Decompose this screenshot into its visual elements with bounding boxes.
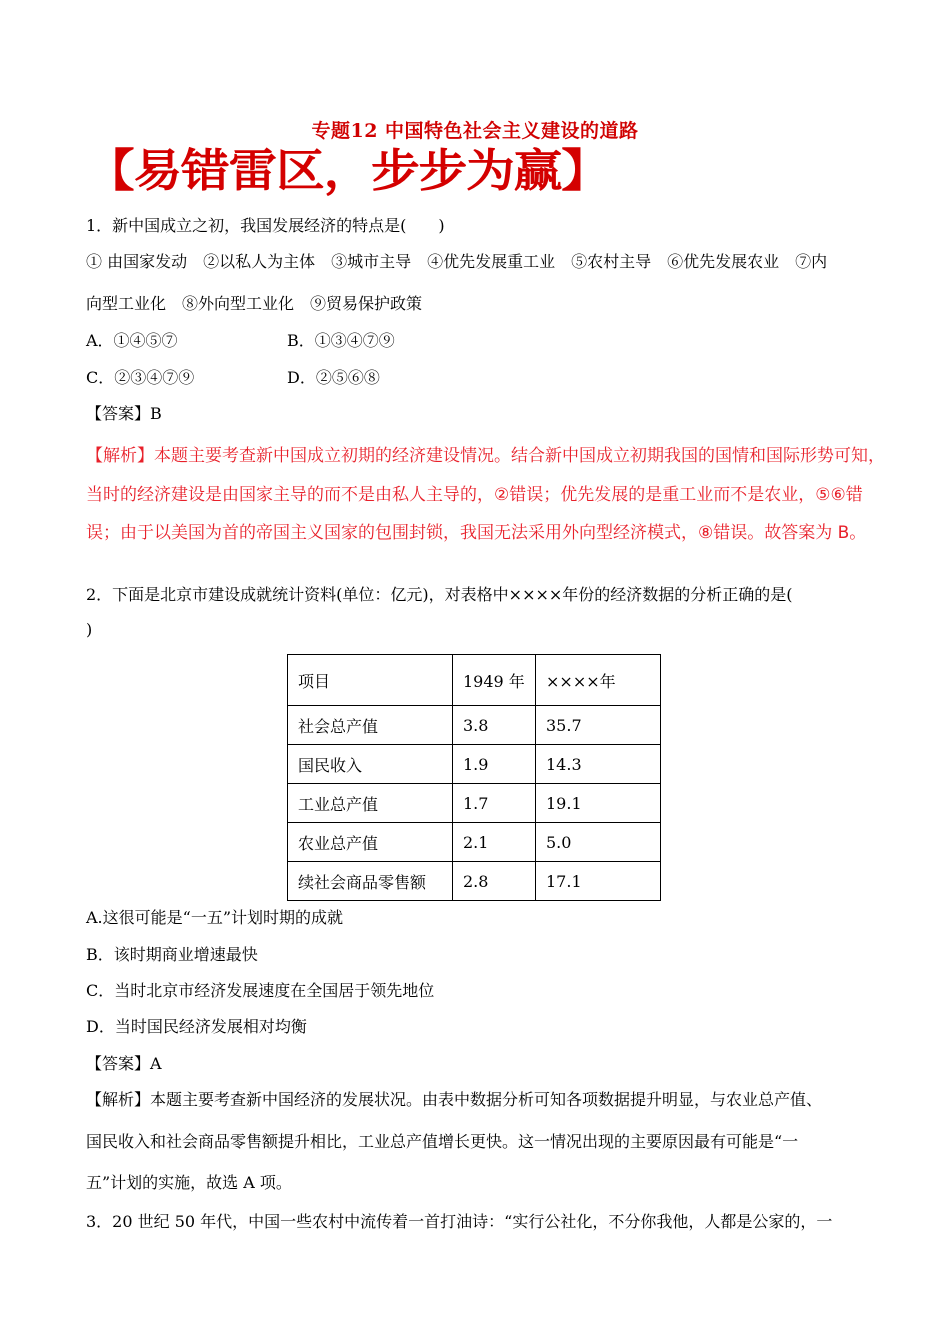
q1-analysis-line: 当时的经济建设是由国家主导的而不是由私人主导的，②错误；优先发展的是重工业而不是农业，⑤⑥错 bbox=[86, 485, 863, 505]
table-cell: 工业总产值 bbox=[288, 784, 453, 823]
q1-analysis-line: 【解析】本题主要考查新中国成立初期的经济建设情况。结合新中国成立初期我国的国情和国际形势可知， bbox=[86, 446, 885, 466]
q1-choice-b: B．①③④⑦⑨ bbox=[287, 331, 395, 350]
table-cell: 19.1 bbox=[536, 784, 661, 823]
q2-analysis-line: 【解析】本题主要考查新中国经济的发展状况。由表中数据分析可知各项数据提升明显，与农业总产值、 bbox=[86, 1090, 823, 1109]
q1-choice-a: A．①④⑤⑦ bbox=[86, 331, 178, 350]
table-row bbox=[288, 706, 661, 745]
q2-choice-c: C．当时北京市经济发展速度在全国居于领先地位 bbox=[86, 981, 435, 1000]
q1-options-line: 向型工业化 ⑧外向型工业化 ⑨贸易保护政策 bbox=[86, 294, 423, 313]
table-header-cell: 1949 年 bbox=[453, 655, 536, 706]
q2-stem-end: ) bbox=[86, 620, 93, 639]
q2-answer: 【答案】A bbox=[86, 1054, 162, 1073]
table-row bbox=[288, 784, 661, 823]
table-cell: 5.0 bbox=[536, 823, 661, 862]
table-cell: 农业总产值 bbox=[288, 823, 453, 862]
page-title: 专题12 中国特色社会主义建设的道路 bbox=[311, 120, 639, 142]
table-cell: 17.1 bbox=[536, 862, 661, 901]
table-cell: 社会总产值 bbox=[288, 706, 453, 745]
table-cell: 35.7 bbox=[536, 706, 661, 745]
q2-choice-a: A.这很可能是“一五”计划时期的成就 bbox=[86, 908, 344, 927]
q2-analysis-line: 五”计划的实施，故选 A 项。 bbox=[86, 1173, 292, 1192]
table-cell: 2.1 bbox=[453, 823, 536, 862]
table-row bbox=[288, 823, 661, 862]
q2-choice-d: D．当时国民经济发展相对均衡 bbox=[86, 1017, 307, 1036]
q2-choice-b: B．该时期商业增速最快 bbox=[86, 945, 258, 964]
q3-stem: 3．20 世纪 50 年代，中国一些农村中流传着一首打油诗：“实行公社化，不分你我他，人都是公家的，一 bbox=[86, 1212, 833, 1231]
table-cell: 2.8 bbox=[453, 862, 536, 901]
q2-stem: 2．下面是北京市建设成就统计资料(单位：亿元)，对表格中××××年份的经济数据的分析正确的是( bbox=[86, 585, 793, 604]
table-cell: 1.9 bbox=[453, 745, 536, 784]
table-cell: 国民收入 bbox=[288, 745, 453, 784]
table-header-cell: 项目 bbox=[288, 655, 453, 706]
table-cell: 1.7 bbox=[453, 784, 536, 823]
table-cell: 14.3 bbox=[536, 745, 661, 784]
q1-choice-d: D．②⑤⑥⑧ bbox=[287, 368, 380, 387]
q2-analysis-line: 国民收入和社会商品零售额提升相比，工业总产值增长更快。这一情况出现的主要原因最有可能是“一 bbox=[86, 1132, 799, 1151]
table-row bbox=[288, 745, 661, 784]
table-header-cell: ××××年 bbox=[536, 655, 661, 706]
q1-analysis-line: 误；由于以美国为首的帝国主义国家的包围封锁，我国无法采用外向型经济模式，⑧错误。故答案为 B。 bbox=[86, 523, 867, 543]
table-header-row bbox=[288, 655, 661, 706]
statistics-table bbox=[287, 654, 661, 901]
table-row bbox=[288, 862, 661, 901]
q1-choice-c: C．②③④⑦⑨ bbox=[86, 368, 195, 387]
section-banner: 【易错雷区，步步为赢】 bbox=[86, 144, 609, 197]
q1-stem: 1．新中国成立之初，我国发展经济的特点是( ) bbox=[86, 216, 445, 235]
q1-answer: 【答案】B bbox=[86, 404, 162, 423]
table-cell: 续社会商品零售额 bbox=[288, 862, 453, 901]
table-cell: 3.8 bbox=[453, 706, 536, 745]
q1-options-line: ① 由国家发动 ②以私人为主体 ③城市主导 ④优先发展重工业 ⑤农村主导 ⑥优先发展农业 ⑦内 bbox=[86, 252, 828, 271]
